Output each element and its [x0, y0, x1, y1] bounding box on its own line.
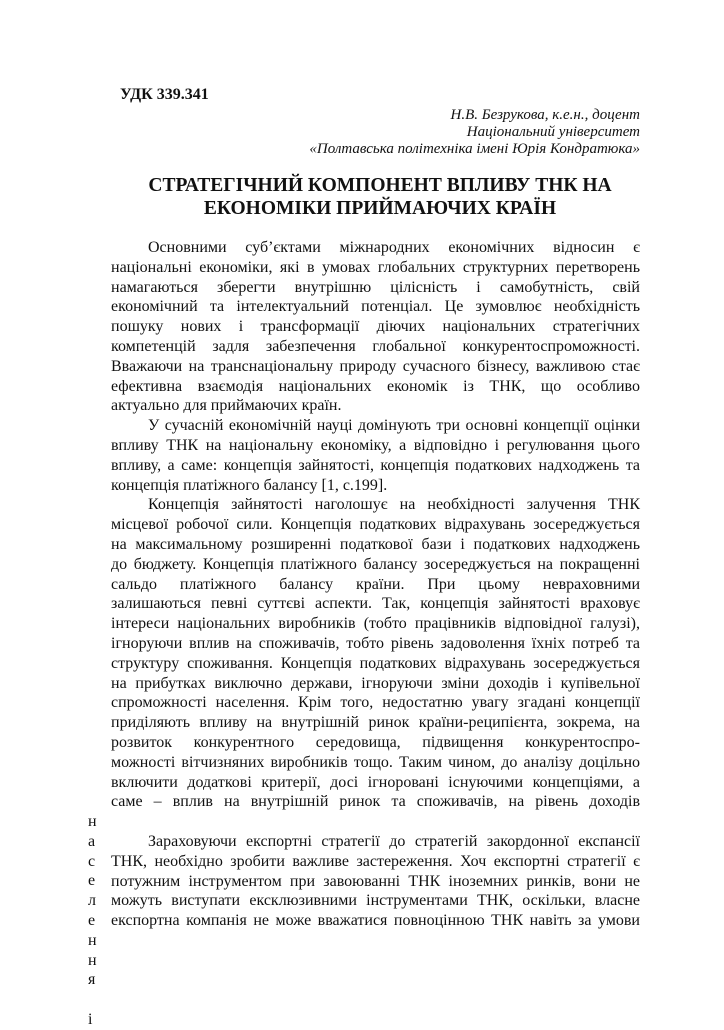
stray-letter: а	[88, 832, 96, 850]
article-title	[100, 174, 660, 220]
text-line: впливу ТНК на національну економіку, а відповідно і регулювання цього	[111, 436, 640, 454]
text-line: У сучасній економічній науці домінують три основні концепції оцінки	[148, 417, 640, 435]
author-block	[309, 107, 640, 158]
text-line: можності вітчизняних виробників тощо. Таким чином, до аналізу доцільно	[111, 753, 640, 771]
text-line: залишаються певні суттєві аспекти. Так, концепція зайнятості враховує	[111, 595, 640, 613]
text-line: економічний та інтелектуальний потенціал. Це зумовлює необхідність	[111, 298, 640, 316]
stray-letter	[88, 990, 102, 1010]
text-line: ефективна взаємодія національних економік із ТНК, що особливо	[111, 377, 640, 395]
stray-letter: н	[88, 813, 97, 830]
stray-letter: н	[88, 931, 97, 949]
stray-letter: л	[88, 892, 96, 910]
author-name: Н.В. Безрукова, к.е.н., доцент	[450, 107, 640, 123]
stray-letter: я	[88, 971, 96, 989]
author-university: «Полтавська політехніка імені Юрія Кондратюка»	[309, 141, 640, 157]
text-line: розвиток конкурентного середовища, підвищення конкурентоспро-	[111, 733, 640, 751]
text-line: національні економіки, які в умовах глобальних структурних перетворень	[111, 258, 640, 276]
text-line: впливу, а саме: концепція зайнятості, концепція податкових надходжень та	[111, 456, 640, 474]
stray-letter: с	[88, 852, 96, 870]
title-line: СТРАТЕГІЧНИЙ КОМПОНЕНТ ВПЛИВУ ТНК НА	[148, 175, 612, 196]
stray-letter: і	[88, 1010, 93, 1028]
stray-letter: е	[88, 911, 96, 929]
text-line: можуть виступати ексклюзивними інструментами ТНК, оскільки, власне	[111, 892, 640, 910]
udc-code: УДК 339.341	[120, 86, 209, 103]
stray-letter-column	[88, 812, 102, 1030]
text-line: інтереси національних виробників (тобто працівників відповідної галузі),	[111, 615, 640, 633]
blank-line	[111, 812, 640, 832]
text-line: саме – вплив на внутрішній ринок та споживачів, на рівень доходів	[111, 793, 640, 811]
text-line: ТНК, необхідно зробити важливе застереження. Хоч експортні стратегії є	[111, 852, 640, 870]
text-line: на максимальному розширенні податкової бази і податкових надходжень	[111, 535, 640, 553]
article-body	[111, 238, 640, 931]
title-line: ЕКОНОМІКИ ПРИЙМАЮЧИХ КРАЇН	[203, 198, 557, 219]
text-line: на прибутках виключно держави, ігноруючи зміни доходів і купівельної	[111, 674, 640, 692]
text-line: потужним інструментом при завоюванні ТНК іноземних ринків, вони не	[111, 872, 640, 890]
stray-letter: е	[88, 872, 96, 890]
stray-letter: н	[88, 951, 97, 969]
text-line: компетенцій задля забезпечення глобальної конкурентоспроможності.	[111, 337, 640, 355]
text-line: структуру споживання. Концепція податкових відрахувань зосереджується	[111, 654, 640, 672]
text-line: концепція платіжного балансу [1, с.199].	[111, 476, 388, 494]
author-affiliation: Національний університет	[466, 124, 640, 140]
text-line: експортна компанія не може вважатися повноцінною ТНК навіть за умови	[111, 912, 640, 930]
text-line: до бюджету. Концепція платіжного балансу зосереджується на покращенні	[111, 555, 640, 573]
text-line: актуально для приймаючих країн.	[111, 397, 342, 415]
text-line: приділяють впливу на внутрішній ринок країни-реципієнта, зокрема, на	[111, 714, 640, 732]
text-line: намагаються зберегти внутрішню цілісність і самобутність, свій	[111, 278, 640, 296]
text-line: сальдо платіжного балансу країни. При цьому невраховними	[111, 575, 640, 593]
text-line: Зараховуючи експортні стратегії до стратегій закордонної експансії	[148, 832, 640, 850]
text-line: пошуку нових і трансформації діючих національних стратегічних	[111, 318, 640, 336]
text-line: включити додаткові критерії, досі ігноровані існуючими концепціями, а	[111, 773, 640, 791]
text-line: спроможності населення. Крім того, недостатню увагу згадані концепції	[111, 694, 640, 712]
text-line: Вважаючи на транснаціональну природу сучасного бізнесу, важливою стає	[111, 357, 640, 375]
text-line: ігноруючи вплив на споживачів, тобто рівень задоволення їхніх потреб та	[111, 634, 640, 652]
text-line: місцевої робочої сили. Концепція податкових відрахувань зосереджується	[111, 516, 640, 534]
text-line: Концепція зайнятості наголошує на необхідності залучення ТНК	[148, 496, 640, 514]
text-line: Основними суб’єктами міжнародних економічних відносин є	[148, 239, 640, 256]
